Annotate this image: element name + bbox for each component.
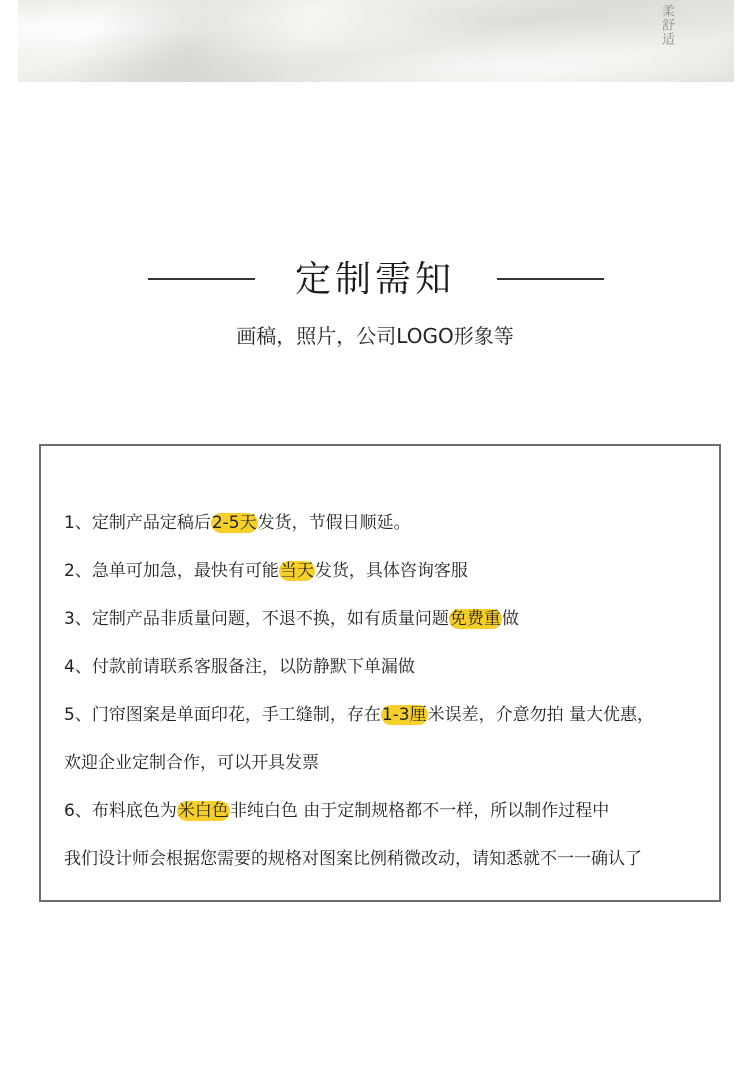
notice-highlight: 1-3厘 — [381, 705, 427, 725]
notice-text: 6、布料底色为 — [64, 801, 177, 821]
notice-line-7 — [64, 799, 724, 823]
notice-text: 做 — [501, 609, 519, 629]
notice-text: 非纯白色 由于定制规格都不一样，所以制作过程中 — [229, 801, 610, 821]
section-title-row — [0, 258, 750, 302]
notice-highlight: 2-5天 — [211, 513, 257, 533]
notice-highlight: 免费重 — [449, 609, 501, 629]
title-divider-right — [497, 278, 604, 280]
section-subtitle: 画稿，照片，公司LOGO形象等 — [236, 324, 514, 348]
notice-text: 3、定制产品非质量问题，不退不换，如有质量问题 — [64, 609, 449, 629]
notice-text: 米误差，介意勿拍 量大优惠， — [427, 705, 655, 725]
notice-line-1 — [64, 511, 724, 535]
notice-text: 发货，具体咨询客服 — [314, 561, 468, 581]
notice-text: 2、急单可加急，最快有可能 — [64, 561, 279, 581]
notice-highlight: 米白色 — [177, 801, 229, 821]
hero-vertical-text: 柔舒适 — [659, 4, 674, 46]
notice-line-6 — [64, 751, 724, 775]
notice-line-5 — [64, 703, 724, 727]
section-title: 定制需知 — [294, 259, 455, 300]
notice-text: 4、付款前请联系客服备注，以防静默下单漏做 — [64, 657, 415, 677]
notice-highlight: 当天 — [279, 561, 314, 581]
notice-line-2 — [64, 559, 724, 583]
notice-text: 欢迎企业定制合作，可以开具发票 — [64, 753, 319, 773]
notice-line-4 — [64, 655, 724, 679]
notice-text: 5、门帘图案是单面印花，手工缝制，存在 — [64, 705, 381, 725]
notice-text: 1、定制产品定稿后 — [64, 513, 211, 533]
notice-line-3 — [64, 607, 724, 631]
notice-text: 我们设计师会根据您需要的规格对图案比例稍微改动，请知悉就不一一确认了 — [64, 849, 642, 869]
notice-line-8 — [64, 847, 724, 871]
notice-text: 发货，节假日顺延。 — [257, 513, 411, 533]
fabric-fold — [36, 0, 339, 82]
hero-product-image — [18, 0, 734, 82]
